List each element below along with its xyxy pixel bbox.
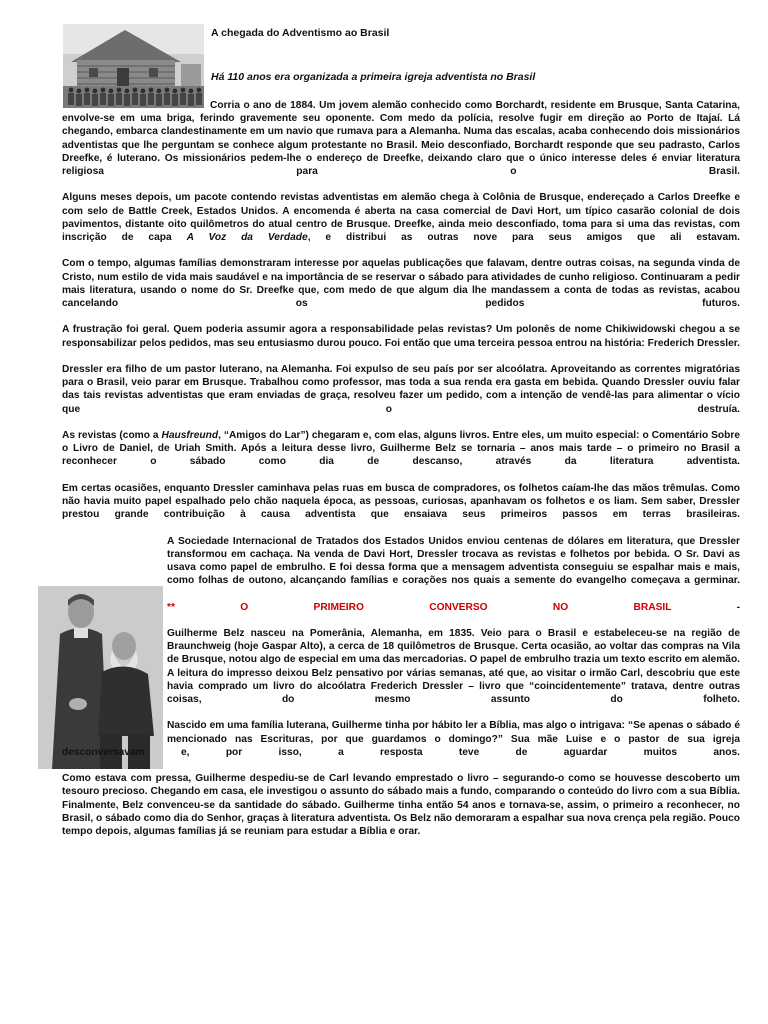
magazine-title-hausfreund: Hausfreund (161, 430, 219, 441)
section-heading-text: ** O PRIMEIRO CONVERSO NO BRASIL (167, 601, 672, 613)
paragraph-10: Nascido em uma família luterana, Guilherme tinha por hábito ler a Bíblia, mas algo o intrigava: “Se apenas o sábado é mencionado nas Escrituras, por que guardamos o domingo?” Sua mãe Luise e o pastor de sua igreja desconversavam e, por isso, a resposta teve de aguardar muitos anos. (62, 720, 740, 758)
magazine-title-voz-da-verdade: A Voz da Verdade (186, 232, 308, 244)
article-title: A chegada do Adventismo ao Brasil (211, 27, 390, 39)
paragraph-7: Em certas ocasiões, enquanto Dressler caminhava pelas ruas em busca de compradores, os folhetos caíam-lhe das mãos trêmulas. Como não havia muito papel espalhado pelo chão naquela época, as pessoas, curiosas, apanhavam os folhetos e os liam. Sem saber, Dressler prestou grande contribuição à causa adventista que ensaiava seus primeiros passos em terras brasileiras. (62, 482, 740, 521)
paragraph-2-text-b: , e distribui as outras nove para seus amigos que ali estavam. (307, 232, 741, 244)
article-subtitle: Há 110 anos era organizada a primeira igreja adventista no Brasil (211, 71, 536, 83)
paragraph-3: Com o tempo, algumas famílias demonstraram interesse por aquelas publicações que falavam, dentre outras coisas, na segunda vinda de Cristo, num estilo de vida mais saudável e na importância de se reservar o sábado para atividades de cunho religioso. Continuaram a pedir mais literatura, usando o nome do Sr. Dreefke que, com medo de que algum dia lhe mandassem a conta de todas as revistas, acabou cancelando os pedidos futuros. (62, 258, 740, 310)
paragraph-2 (62, 191, 740, 244)
paragraph-11: Como estava com pressa, Guilherme despediu-se de Carl levando emprestado o livro – segurando-o como se houvesse descoberto um tesouro precioso. Chegando em casa, ele investigou o assunto do sábado mais a fundo, comparando o conteúdo do livro com a sua Bíblia. Finalmente, Belz convenceu-se da santidade do sábado. Guilherme tinha então 54 anos e tornava-se, assim, o primeiro a reconhecer, no Brasil, o sábado como dia do Senhor, graças à literatura adventista. Os Belz não demoraram a espalhar sua nova crença pela região. Pouco tempo depois, algumas famílias já se reuniam para estudar a Bíblia e orar. (62, 773, 740, 837)
paragraph-6 (62, 429, 740, 469)
paragraph-2-text-a: Alguns meses depois, um pacote contendo revistas adventistas em alemão chega à Colônia de Brusque, endereçado a Carlos Dreefke e com selo de Battle Creek, Estados Unidos. A encomenda é aberta na casa comercial de Davi Hort, um típico casarão colonial de dois pavimentos, distante oito quilômetros do atual centro de Brusque. Dreefke, ainda meio desconfiado, toma para si uma das revistas, com inscrição de capa (62, 192, 740, 244)
paragraph-6-text-a: As revistas (como a (62, 430, 162, 441)
paragraph-8: A Sociedade Internacional de Tratados dos Estados Unidos enviou centenas de dólares em literatura, que Dressler transformou em cachaça. Na venda de Davi Hort, Dressler trocava as revistas e folhetos por bebida. O Sr. Davi as usava como papel de embrulho. E foi dessa forma que a mensagem adventista conseguiu se espalhar mais e mais, como folhas de outono, alcançando famílias e corações nos quais a semente do evangelho começava a germinar. (167, 535, 740, 587)
section-heading-dash: - (736, 601, 740, 613)
paragraph-1: Corria o ano de 1884. Um jovem alemão conhecido como Borchardt, residente em Brusque, Santa Catarina, envolve-se em uma briga, ferindo gravemente seu oponente. Com medo da polícia, resolve fugir em direção ao Porto de Itajaí. Lá chegando, embarca clandestinamente em um navio que rumava para a Alemanha. Numa das escalas, acaba conhecendo dois missionários adventistas que lhe perguntam se conhece algum protestante no Brasil. Meio desconfiado, Borchardt responde que seu padrasto, Carlos Dreefke, é luterano. Os missionários pedem-lhe o endereço de Dreefke, deixando claro que o único interesse deles é enviar literatura religiosa para o Brasil. (62, 100, 740, 178)
paragraph-6-text-b: , “Amigos do Lar”) chegaram e, com elas, alguns livros. Entre eles, um muito especial: o Comentário Sobre o Livro de Daniel, de Uriah Smith. Após a leitura desse livro, Guilherme Belz se tornaria – anos mais tarde – o primeiro no Brasil a reconhecer o sábado como dia de descanso, através da literatura adventista. (62, 430, 740, 468)
article-body (62, 99, 740, 851)
portrait-spacer (62, 535, 167, 739)
paragraph-5: Dressler era filho de um pastor luterano, na Alemanha. Foi expulso de seu país por ser alcoólatra. Aproveitando as correntes migratórias para o Brasil, veio parar em Brusque. Trabalhou como professor, mas toda a sua renda era gasta em bebida. Quando Dressler ouviu falar das tais revistas adventistas que eram enviadas de graça, resolveu fazer um pedido, com a intenção de vendê-las para alimentar o vício que o destruía. (62, 364, 740, 415)
paragraph-9: Guilherme Belz nasceu na Pomerânia, Alemanha, em 1835. Veio para o Brasil e estabeleceu-se na região de Braunchweig (hoje Gaspar Alto), a cerca de 18 quilômetros de Brusque. Certa ocasião, ao voltar das compras na Vila de Brusque, notou algo de especial em uma das mercadorias. O papel de embrulho trazia um texto escrito em alemão. A leitura do impresso deixou Belz pensativo por várias semanas, até que, ao visitar o irmão Carl, descobriu que este havia comprado um livro do alcoólatra Frederich Dressler – livro que “coincidentemente” tratava, dentre outras coisas, do mesmo assunto do folheto. (167, 627, 740, 705)
church-building-photo (63, 24, 204, 108)
photo-spacer (62, 99, 210, 111)
paragraph-4: A frustração foi geral. Quem poderia assumir agora a responsabilidade pelas revistas? Um polonês de nome Chikiwidowski chegou a se responsabilizar pelos pedidos, mas seu entusiasmo durou pouco. Foi então que uma terceira pessoa entrou na história: Frederich Dressler. (62, 324, 740, 349)
